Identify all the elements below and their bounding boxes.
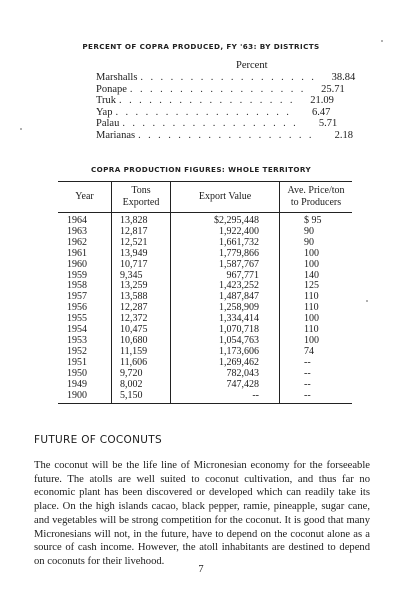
- paper-speck: [366, 300, 368, 302]
- cell-year: 1957: [67, 291, 87, 303]
- cell-price: --: [280, 358, 353, 369]
- table-row: [58, 213, 352, 227]
- leader-dots: . . . . . . . . . . . . . . . . . .: [138, 129, 314, 141]
- cell-tons: 12,521: [112, 238, 171, 249]
- cell-export-value: 1,054,763: [171, 336, 280, 347]
- cell-year: 1900: [58, 391, 112, 404]
- cell-year: 1953: [67, 334, 87, 346]
- cell-export-value: 747,428: [171, 380, 280, 391]
- cell-year: 1954: [67, 324, 87, 336]
- list-item: [96, 95, 334, 107]
- cell-price: $ 95: [280, 213, 353, 227]
- table-row: [58, 369, 352, 380]
- cell-price: 125: [280, 281, 353, 292]
- cell-export-value: 1,587,767: [171, 260, 280, 271]
- cell-price: 110: [280, 325, 353, 336]
- cell-tons: 8,002: [112, 380, 171, 391]
- cell-export-value: 1,258,909: [171, 303, 280, 314]
- leader-dots: . . . . . . . . . . . . . . . . . .: [129, 83, 306, 95]
- production-heading: COPRA PRODUCTION FIGURES: WHOLE TERRITORY: [90, 165, 312, 174]
- cell-year: 1950: [67, 367, 87, 379]
- leader-dots: . . . . . . . . . . . . . . . . . .: [140, 72, 317, 83]
- cell-tons: 13,259: [112, 281, 171, 292]
- district-percent-list: [96, 72, 356, 142]
- cell-year: 1964: [67, 215, 87, 226]
- percent-column-label: Percent: [236, 60, 268, 71]
- cell-export-value: 967,771: [171, 271, 280, 282]
- cell-year: 1956: [67, 302, 87, 314]
- cell-tons: 10,717: [112, 260, 171, 271]
- district-percent: 6.47: [311, 106, 331, 118]
- cell-year: 1951: [67, 356, 87, 368]
- list-item: [96, 106, 331, 119]
- cell-tons: 9,345: [112, 271, 171, 282]
- cell-price: 140: [280, 271, 353, 282]
- column-header-tons: Tons Exported: [112, 182, 171, 213]
- cell-price: 90: [280, 227, 353, 238]
- district-percent: 5.71: [318, 118, 338, 130]
- cell-tons: 12,372: [112, 314, 171, 325]
- district-name: Palau: [96, 118, 120, 130]
- district-name: Yap: [96, 106, 113, 118]
- cell-year: 1959: [67, 269, 87, 281]
- list-item: [96, 118, 338, 130]
- cell-tons: 12,287: [112, 303, 171, 314]
- cell-export-value: 1,334,414: [171, 314, 280, 325]
- cell-export-value: 782,043: [171, 369, 280, 380]
- cell-year: 1962: [67, 236, 87, 248]
- cell-price: 110: [280, 303, 353, 314]
- percent-heading: PERCENT OF COPRA PRODUCED, FY '63: BY DISTRICTS: [82, 42, 320, 51]
- cell-year: 1963: [67, 225, 87, 237]
- column-header-export-value: Export Value: [171, 182, 280, 213]
- column-header-year: Year: [58, 182, 112, 213]
- cell-tons: 10,475: [112, 325, 171, 336]
- leader-dots: . . . . . . . . . . . . . . . . . .: [122, 118, 299, 130]
- list-item: [96, 72, 356, 84]
- cell-price: 100: [280, 260, 353, 271]
- list-item: [96, 129, 353, 142]
- cell-export-value: 1,922,400: [171, 227, 280, 238]
- cell-export-value: $2,295,448: [171, 213, 280, 227]
- cell-export-value: 1,269,462: [171, 358, 280, 369]
- leader-dots: . . . . . . . . . . . . . . . . . .: [119, 95, 295, 107]
- district-percent: 2.18: [334, 129, 353, 141]
- table-row: [58, 391, 352, 404]
- cell-price: 100: [280, 249, 353, 260]
- cell-year: 1961: [67, 247, 87, 259]
- cell-tons: 13,949: [112, 249, 171, 260]
- cell-price: 110: [280, 292, 353, 303]
- column-header-price: Ave. Price/ton to Producers: [280, 182, 353, 213]
- cell-tons: 10,680: [112, 336, 171, 347]
- district-percent: 38.84: [331, 72, 356, 83]
- table-row: [58, 249, 352, 260]
- table-row: [58, 380, 352, 391]
- cell-tons: 5,150: [112, 391, 171, 404]
- cell-price: 100: [280, 336, 353, 347]
- cell-price: --: [280, 380, 353, 391]
- cell-tons: 11,606: [112, 358, 171, 369]
- cell-export-value: 1,070,718: [171, 325, 280, 336]
- cell-year: 1952: [67, 345, 87, 357]
- cell-tons: 11,159: [112, 347, 171, 358]
- cell-export-value: 1,423,252: [171, 281, 280, 292]
- table-row: [58, 260, 352, 271]
- cell-tons: 9,720: [112, 369, 171, 380]
- cell-year: 1955: [67, 313, 87, 325]
- cell-export-value: 1,487,847: [171, 292, 280, 303]
- cell-export-value: 1,173,606: [171, 347, 280, 358]
- cell-export-value: 1,779,866: [171, 249, 280, 260]
- district-name: Marianas: [96, 129, 136, 141]
- cell-year: 1960: [67, 258, 87, 270]
- cell-tons: 13,828: [112, 213, 171, 227]
- cell-export-value: --: [171, 391, 280, 404]
- copra-production-table: [58, 181, 352, 404]
- district-name: Marshalls: [96, 72, 138, 83]
- section-heading: FUTURE OF COCONUTS: [34, 434, 162, 446]
- district-percent: 25.71: [321, 83, 345, 95]
- body-paragraph: The coconut will be the life line of Micronesian economy for the forseeable future. The atolls are well suited to coconut cultivation, and thus far no economic plant has been discovered or developed which can readily take its place. On the high islands cacao, black pepper, ramie, pineapple, sugar cane, and vegetables will be strong competition for the coconut. It is good that many Micronesians will not, in the future, have to depend on the coconut alone as a source of cash income. However, the atoll inhabitants are destined to depend on coconuts for their livehood.: [34, 460, 370, 567]
- cell-tons: 12,817: [112, 227, 171, 238]
- table-header-row: [58, 182, 352, 213]
- paper-speck: [20, 128, 22, 130]
- leader-dots: . . . . . . . . . . . . . . . . . .: [115, 106, 292, 118]
- district-name: Truk: [96, 95, 117, 107]
- cell-price: --: [280, 391, 353, 404]
- list-item: [96, 83, 345, 96]
- cell-price: 90: [280, 238, 353, 249]
- page-number: 7: [198, 564, 204, 575]
- district-percent: 21.09: [310, 95, 334, 107]
- district-name: Ponape: [96, 83, 127, 95]
- cell-year: 1949: [67, 378, 87, 390]
- cell-price: 100: [280, 314, 353, 325]
- cell-price: --: [280, 369, 353, 380]
- table-body: [58, 213, 352, 404]
- cell-price: 74: [280, 347, 353, 358]
- cell-export-value: 1,661,732: [171, 238, 280, 249]
- cell-tons: 13,588: [112, 292, 171, 303]
- cell-year: 1958: [67, 280, 87, 292]
